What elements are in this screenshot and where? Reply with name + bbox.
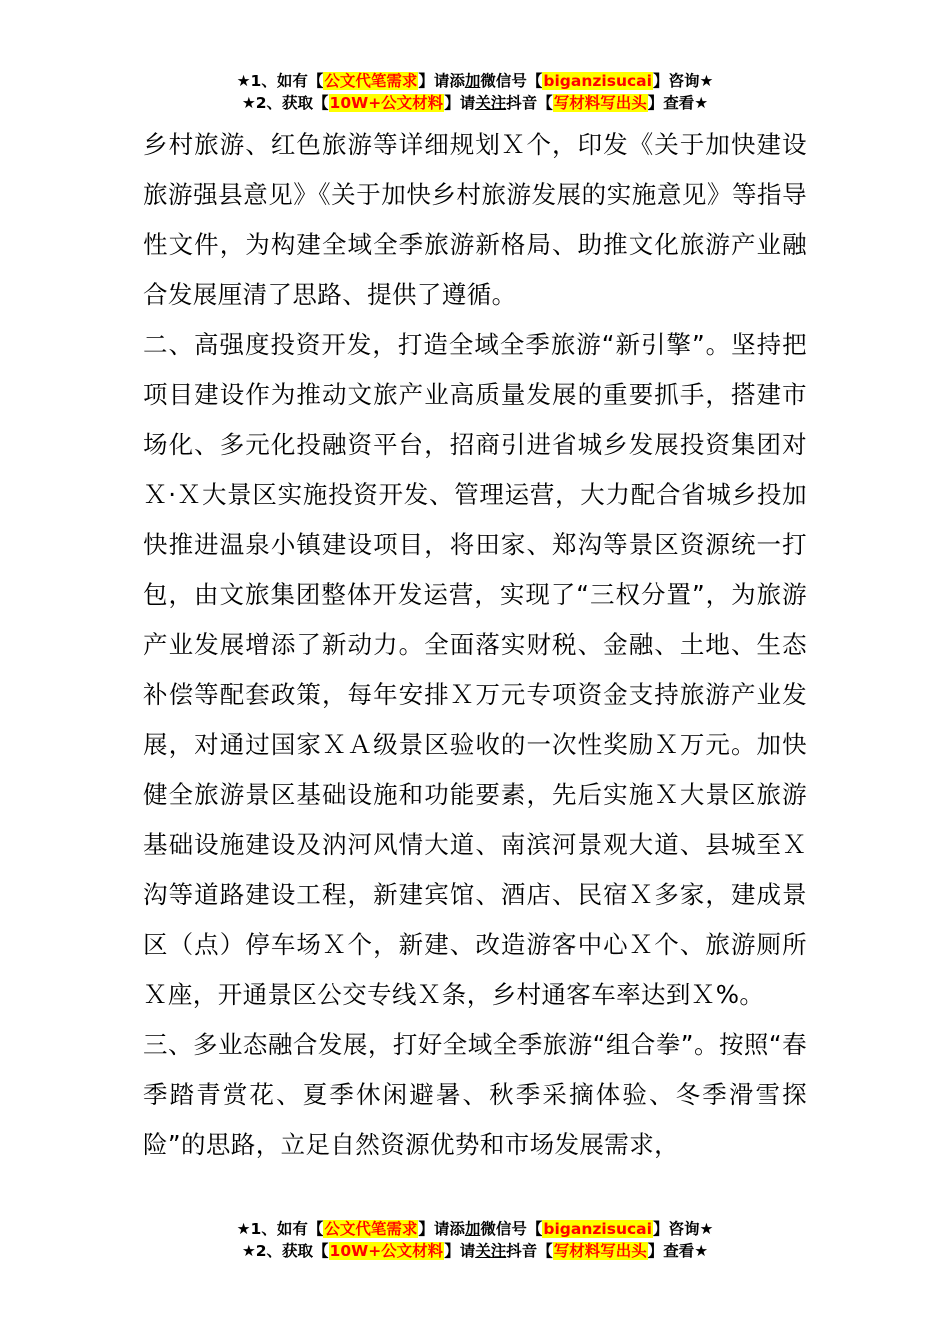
banner-text: 抖音【 (506, 1242, 553, 1260)
banner-text: 微信号【 (480, 1220, 543, 1238)
banner-text: 微信号【 (480, 72, 543, 90)
paragraph: 乡村旅游、红色旅游等详细规划Ｘ个，印发《关于加快建设旅游强县意见》《关于加快乡村旅游发展的实施意见》等指导性文件，为构建全域全季旅游新格局、助推文化旅游产业融合发展厘清了思路、提供了遵循。 (143, 130, 807, 309)
banner-underline: 加 (464, 1220, 481, 1238)
banner-highlight: biganzisucai (543, 1220, 652, 1238)
banner-line-2 (0, 92, 950, 114)
banner-text: 】请添 (418, 1220, 465, 1238)
banner-text: 】咨询★ (652, 72, 714, 90)
banner-text: ★2、获取【 (241, 94, 329, 112)
banner-line-1 (0, 70, 950, 92)
banner-highlight: biganzisucai (543, 72, 652, 90)
banner-text: 】请添 (418, 72, 465, 90)
banner-text: 】咨询★ (652, 1220, 714, 1238)
banner-line-2 (0, 1240, 950, 1262)
banner-highlight: 10W+公文材料 (329, 94, 444, 112)
banner-text: ★1、如有【 (236, 72, 324, 90)
paragraph: 三、多业态融合发展，打好全域全季旅游“组合拳”。按照“春季踏青赏花、夏季休闲避暑、秋季采摘体验、冬季滑雪探险”的思路，立足自然资源优势和市场发展需求， (143, 1030, 807, 1159)
banner-text: 】查看★ (647, 1242, 709, 1260)
banner-underline: 关注 (475, 94, 507, 112)
banner-line-1 (0, 1218, 950, 1240)
banner-highlight: 公文代笔需求 (324, 1220, 418, 1238)
banner-text: 】查看★ (647, 94, 709, 112)
banner-text: ★1、如有【 (236, 1220, 324, 1238)
footer-banner (0, 1218, 950, 1262)
banner-highlight: 10W+公文材料 (329, 1242, 444, 1260)
banner-text: 抖音【 (506, 94, 553, 112)
paragraph: 二、高强度投资开发，打造全域全季旅游“新引擎”。坚持把项目建设作为推动文旅产业高质量发展的重要抓手，搭建市场化、多元化投融资平台，招商引进省城乡发展投资集团对Ｘ·Ｘ大景区实施投资开发、管理运营，大力配合省城乡投加快推进温泉小镇建设项目，将田家、郑沟等景区资源统一打包，由文旅集团整体开发运营，实现了“三权分置”，为旅游产业发展增添了新动力。全面落实财税、金融、土地、生态补偿等配套政策，每年安排Ｘ万元专项资金支持旅游产业发展，对通过国家ＸＡ级景区验收的一次性奖励Ｘ万元。加快健全旅游景区基础设施和功能要素，先后实施Ｘ大景区旅游基础设施建设及汭河风情大道、南滨河景观大道、县城至Ｘ沟等道路建设工程，新建宾馆、酒店、民宿Ｘ多家，建成景区（点）停车场Ｘ个，新建、改造游客中心Ｘ个、旅游厕所Ｘ座，开通景区公交专线Ｘ条，乡村通客车率达到Ｘ%。 (143, 330, 807, 1009)
banner-text: 】请 (444, 1242, 476, 1260)
document-body (143, 120, 807, 1170)
banner-underline: 关注 (475, 1242, 507, 1260)
banner-highlight: 写材料写出头 (553, 94, 647, 112)
banner-highlight: 写材料写出头 (553, 1242, 647, 1260)
banner-highlight: 公文代笔需求 (324, 72, 418, 90)
banner-underline: 加 (464, 72, 481, 90)
banner-text: ★2、获取【 (241, 1242, 329, 1260)
banner-text: 】请 (444, 94, 476, 112)
header-banner (0, 70, 950, 114)
